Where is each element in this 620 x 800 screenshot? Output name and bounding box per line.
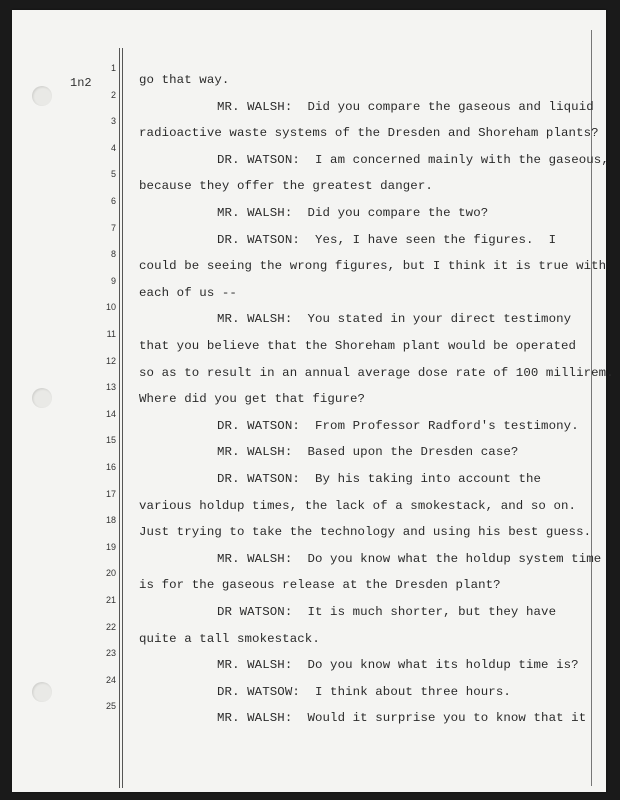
speaker-label: MR. WALSH:	[217, 206, 293, 220]
transcript-line	[12, 435, 606, 460]
line-text	[217, 658, 579, 672]
transcript-line	[12, 542, 606, 567]
transcript-line	[12, 169, 606, 194]
transcript-line	[12, 409, 606, 434]
line-number: 24	[105, 674, 116, 685]
transcript-line	[12, 382, 606, 407]
transcript-line	[12, 116, 606, 141]
line-number: 18	[105, 515, 116, 526]
speaker-label: MR. WALSH:	[217, 99, 293, 114]
speaker-label: DR. WATSON:	[217, 472, 300, 486]
line-number: 14	[105, 408, 116, 419]
spoken-text: Do you know what the holdup system time	[307, 551, 602, 566]
transcript-line	[12, 462, 606, 487]
spoken-text: various holdup times, the lack of a smokestack, and so on.	[139, 498, 577, 513]
spoken-text: Would it surprise you to know that it	[307, 711, 587, 726]
line-text	[217, 552, 601, 566]
spoken-text: From Professor Radford's testimony.	[314, 418, 579, 433]
spoken-text: so as to result in an annual average dose rate of 100 millirem.	[139, 365, 614, 380]
line-number: 17	[105, 488, 116, 499]
spoken-text: go that way.	[139, 73, 230, 87]
spoken-text: could be seeing the wrong figures, but I think it is true with	[139, 259, 607, 274]
speaker-label: DR WATSON:	[217, 605, 293, 619]
line-text	[217, 419, 579, 433]
line-text	[139, 578, 501, 592]
speaker-label: DR. WATSON:	[217, 232, 300, 247]
line-text	[139, 259, 606, 273]
line-text	[139, 366, 614, 380]
line-number: 20	[105, 568, 116, 579]
speaker-label: DR. WATSOW:	[217, 684, 300, 699]
transcript-page	[12, 10, 614, 792]
line-text	[217, 312, 571, 326]
transcript-line	[12, 675, 606, 700]
line-text	[139, 632, 320, 646]
line-number: 9	[110, 275, 116, 286]
spoken-text: Yes, I have seen the figures. I	[314, 232, 557, 247]
transcript-line	[12, 648, 606, 673]
transcript-line	[12, 196, 606, 221]
line-text	[139, 73, 229, 87]
spoken-text: You stated in your direct testimony	[307, 312, 572, 327]
speaker-label: MR. WALSH:	[217, 445, 293, 460]
transcript-line	[12, 515, 606, 540]
transcript-line	[12, 249, 606, 274]
spoken-text: It is much shorter, but they have	[307, 605, 557, 619]
transcript-line	[12, 701, 606, 726]
spoken-text: I think about three hours.	[314, 684, 511, 699]
transcript-line	[12, 276, 606, 301]
spoken-text: quite a tall smokestack.	[139, 631, 320, 646]
spoken-text: I am concerned mainly with the gaseous,	[314, 152, 609, 167]
line-text	[217, 711, 586, 725]
transcript-line	[12, 90, 606, 115]
speaker-label: DR. WATSON:	[217, 152, 300, 167]
line-text	[217, 233, 556, 247]
speaker-label: MR. WALSH:	[217, 711, 293, 726]
line-number: 4	[110, 142, 116, 153]
line-text	[139, 499, 576, 513]
transcript-line	[12, 489, 606, 514]
line-text	[139, 525, 591, 539]
line-number: 2	[110, 89, 116, 100]
speaker-label: DR. WATSON:	[217, 418, 300, 433]
line-number: 3	[110, 116, 116, 127]
transcript-line	[12, 568, 606, 593]
line-text	[217, 472, 541, 486]
line-number: 25	[105, 701, 116, 712]
line-text	[217, 685, 511, 699]
spoken-text: radioactive waste systems of the Dresden and Shoreham plants?	[139, 126, 599, 141]
spoken-text: By his taking into account the	[314, 472, 542, 486]
line-text	[139, 126, 599, 140]
line-number: 8	[110, 249, 116, 260]
line-number: 21	[105, 595, 116, 605]
transcript-line	[12, 355, 614, 381]
transcript-line	[12, 142, 609, 168]
line-number: 6	[110, 196, 116, 206]
line-number: 13	[105, 382, 116, 393]
spoken-text: that you believe that the Shoreham plant would be operated	[139, 339, 577, 353]
spoken-text: Based upon the Dresden case?	[307, 445, 519, 460]
transcript-line	[12, 329, 606, 354]
line-number: 1	[110, 63, 116, 73]
speaker-label: MR. WALSH:	[217, 658, 293, 673]
spoken-text: Did you compare the gaseous and liquid	[307, 99, 594, 114]
line-number: 5	[110, 169, 116, 180]
line-number: 22	[105, 621, 116, 632]
transcript-line	[12, 622, 606, 647]
line-text	[139, 179, 433, 193]
spoken-text: because they offer the greatest danger.	[139, 179, 433, 194]
line-text	[217, 605, 556, 619]
line-number: 7	[110, 222, 116, 233]
spoken-text: Did you compare the two?	[307, 206, 489, 220]
line-text	[139, 339, 576, 353]
line-text	[217, 153, 609, 167]
transcript-line	[12, 595, 606, 620]
line-number: 23	[105, 648, 116, 659]
speaker-label: MR. WALSH:	[217, 551, 293, 566]
transcript-line	[12, 63, 606, 88]
line-number: 12	[105, 355, 116, 366]
transcript-line	[12, 223, 606, 248]
line-text	[139, 286, 237, 300]
line-number: 15	[105, 435, 116, 446]
line-number: 16	[105, 462, 116, 472]
line-number: 19	[105, 541, 116, 552]
spoken-text: Where did you get that figure?	[139, 392, 366, 407]
line-text	[217, 100, 594, 114]
line-text	[139, 392, 365, 406]
page-identifier: 1n2	[70, 76, 92, 90]
spoken-text: each of us --	[139, 285, 237, 300]
transcript-line	[12, 302, 606, 327]
line-text	[217, 445, 518, 459]
line-text	[217, 206, 488, 220]
line-number: 10	[105, 302, 116, 313]
spoken-text: is for the gaseous release at the Dresden plant?	[139, 578, 501, 593]
spoken-text: Just trying to take the technology and using his best guess.	[139, 525, 592, 540]
speaker-label: MR. WALSH:	[217, 312, 293, 327]
line-number: 11	[106, 329, 116, 339]
spoken-text: Do you know what its holdup time is?	[307, 658, 579, 673]
